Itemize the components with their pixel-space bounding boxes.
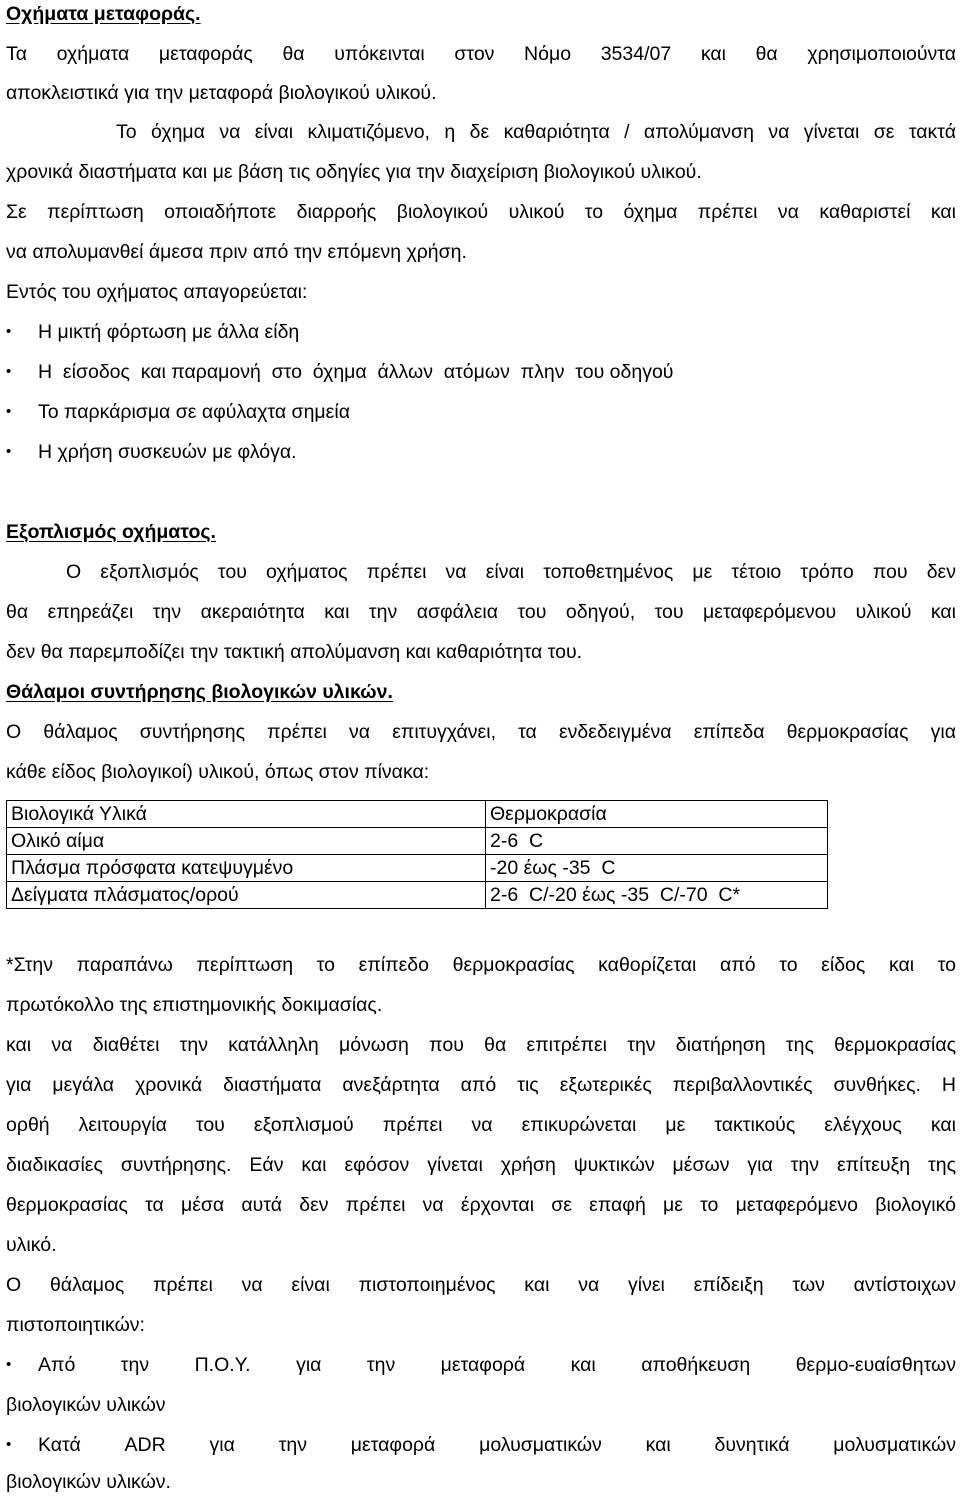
paragraph-line: θερμοκρασίας τα μέσα αυτά δεν πρέπει να έρχονται σε επαφή με το μεταφερόμενο βιολογικό — [6, 1194, 956, 1216]
paragraph-line: δεν θα παρεμποδίζει την τακτική απολύμανση και καθαριότητα του. — [6, 641, 583, 663]
table-cell: -20 έως -35 C — [486, 855, 828, 882]
table-row — [7, 882, 828, 909]
heading-equipment: Εξοπλισμός οχήματος. — [6, 521, 216, 543]
list-item-continuation: βιολογικών υλικών — [6, 1394, 166, 1416]
paragraph-line: για μεγάλα χρονικά διαστήματα ανεξάρτητα από τις εξωτερικές περιβαλλοντικές συνθήκες. Η — [6, 1074, 956, 1096]
list-item-text: Το παρκάρισμα σε αφύλαχτα σημεία — [38, 401, 350, 423]
table-header-cell: Θερμοκρασία — [486, 801, 828, 828]
bullet-icon: • — [6, 443, 12, 460]
paragraph-line: κάθε είδος βιολογικοί) υλικού, όπως στον πίνακα: — [6, 761, 430, 783]
paragraph-line: να απολυμανθεί άμεσα πριν από την επόμενη χρήση. — [6, 241, 467, 263]
table-row — [7, 828, 828, 855]
bullet-icon: • — [6, 1356, 12, 1373]
paragraph-line: πιστοποιητικών: — [6, 1314, 145, 1336]
table-cell: 2-6 C/-20 έως -35 C/-70 C* — [486, 882, 828, 909]
bullet-icon: • — [6, 1436, 12, 1453]
table-row — [7, 855, 828, 882]
paragraph-line: θα επηρεάζει την ακεραιότητα και την ασφάλεια του οδηγού, του μεταφερόμενου υλικού και — [6, 601, 956, 623]
paragraph-line: Τα οχήματα μεταφοράς θα υπόκεινται στον Νόμο 3534/07 και θα χρησιμοποιούντα — [6, 43, 956, 65]
list-item-text: Η χρήση συσκευών με φλόγα. — [38, 441, 297, 463]
paragraph-line: διαδικασίες συντήρησης. Εάν και εφόσον γίνεται χρήση ψυκτικών μέσων για την επίτευξη της — [6, 1154, 956, 1176]
bullet-icon: • — [6, 403, 12, 420]
paragraph-line: Το όχημα να είναι κλιματιζόμενο, η δε καθαριότητα / απολύμανση να γίνεται σε τακτά — [116, 121, 956, 143]
paragraph-line: Ο εξοπλισμός του οχήματος πρέπει να είναι τοποθετημένος με τέτοιο τρόπο που δεν — [66, 561, 956, 583]
list-item-continuation: βιολογικών υλικών. — [6, 1471, 171, 1493]
paragraph-line: Σε περίπτωση οποιαδήποτε διαρροής βιολογικού υλικού το όχημα πρέπει να καθαριστεί και — [6, 201, 956, 223]
table-cell: Πλάσμα πρόσφατα κατεψυγμένο — [7, 855, 486, 882]
footnote-line: *Στην παραπάνω περίπτωση το επίπεδο θερμοκρασίας καθορίζεται από το είδος και το — [6, 954, 956, 976]
paragraph-line: Ο θάλαμος συντήρησης πρέπει να επιτυγχάνει, τα ενδεδειγμένα επίπεδα θερμοκρασίας για — [6, 721, 956, 743]
table-header-cell: Βιολογικά Υλικά — [7, 801, 486, 828]
list-item-text: Η είσοδος και παραμονή στο όχημα άλλων ατόμων πλην του οδηγού — [38, 361, 674, 383]
temperature-table — [6, 800, 828, 909]
table-cell: Δείγματα πλάσματος/ορού — [7, 882, 486, 909]
table-header-row — [7, 801, 828, 828]
paragraph-line: αποκλειστικά για την μεταφορά βιολογικού υλικού. — [6, 82, 437, 104]
list-item-text: Κατά ADR για την μεταφορά μολυσματικών και δυνητικά μολυσματικών — [38, 1434, 956, 1456]
paragraph-line: και να διαθέτει την κατάλληλη μόνωση που θα επιτρέπει την διατήρηση της θερμοκρασίας — [6, 1034, 956, 1056]
paragraph-line: χρονικά διαστήματα και με βάση τις οδηγίες για την διαχείριση βιολογικού υλικού. — [6, 161, 702, 183]
list-item-text: Από την Π.Ο.Υ. για την μεταφορά και αποθήκευση θερμο-ευαίσθητων — [38, 1354, 956, 1376]
paragraph-line: υλικό. — [6, 1234, 57, 1256]
table-cell: 2-6 C — [486, 828, 828, 855]
table-cell: Ολικό αίμα — [7, 828, 486, 855]
footnote-line: πρωτόκολλο της επιστημονικής δοκιμασίας. — [6, 994, 383, 1016]
heading-vehicles: Οχήματα μεταφοράς. — [6, 3, 201, 25]
list-intro: Εντός του οχήματος απαγορεύεται: — [6, 281, 308, 303]
heading-chambers: Θάλαμοι συντήρησης βιολογικών υλικών. — [6, 681, 393, 703]
list-item-text: Η μικτή φόρτωση με άλλα είδη — [38, 321, 300, 343]
paragraph-line: ορθή λειτουργία του εξοπλισμού πρέπει να επικυρώνεται με τακτικούς ελέγχους και — [6, 1114, 956, 1136]
bullet-icon: • — [6, 323, 12, 340]
bullet-icon: • — [6, 363, 12, 380]
paragraph-line: Ο θάλαμος πρέπει να είναι πιστοποιημένος και να γίνει επίδειξη των αντίστοιχων — [6, 1274, 956, 1296]
